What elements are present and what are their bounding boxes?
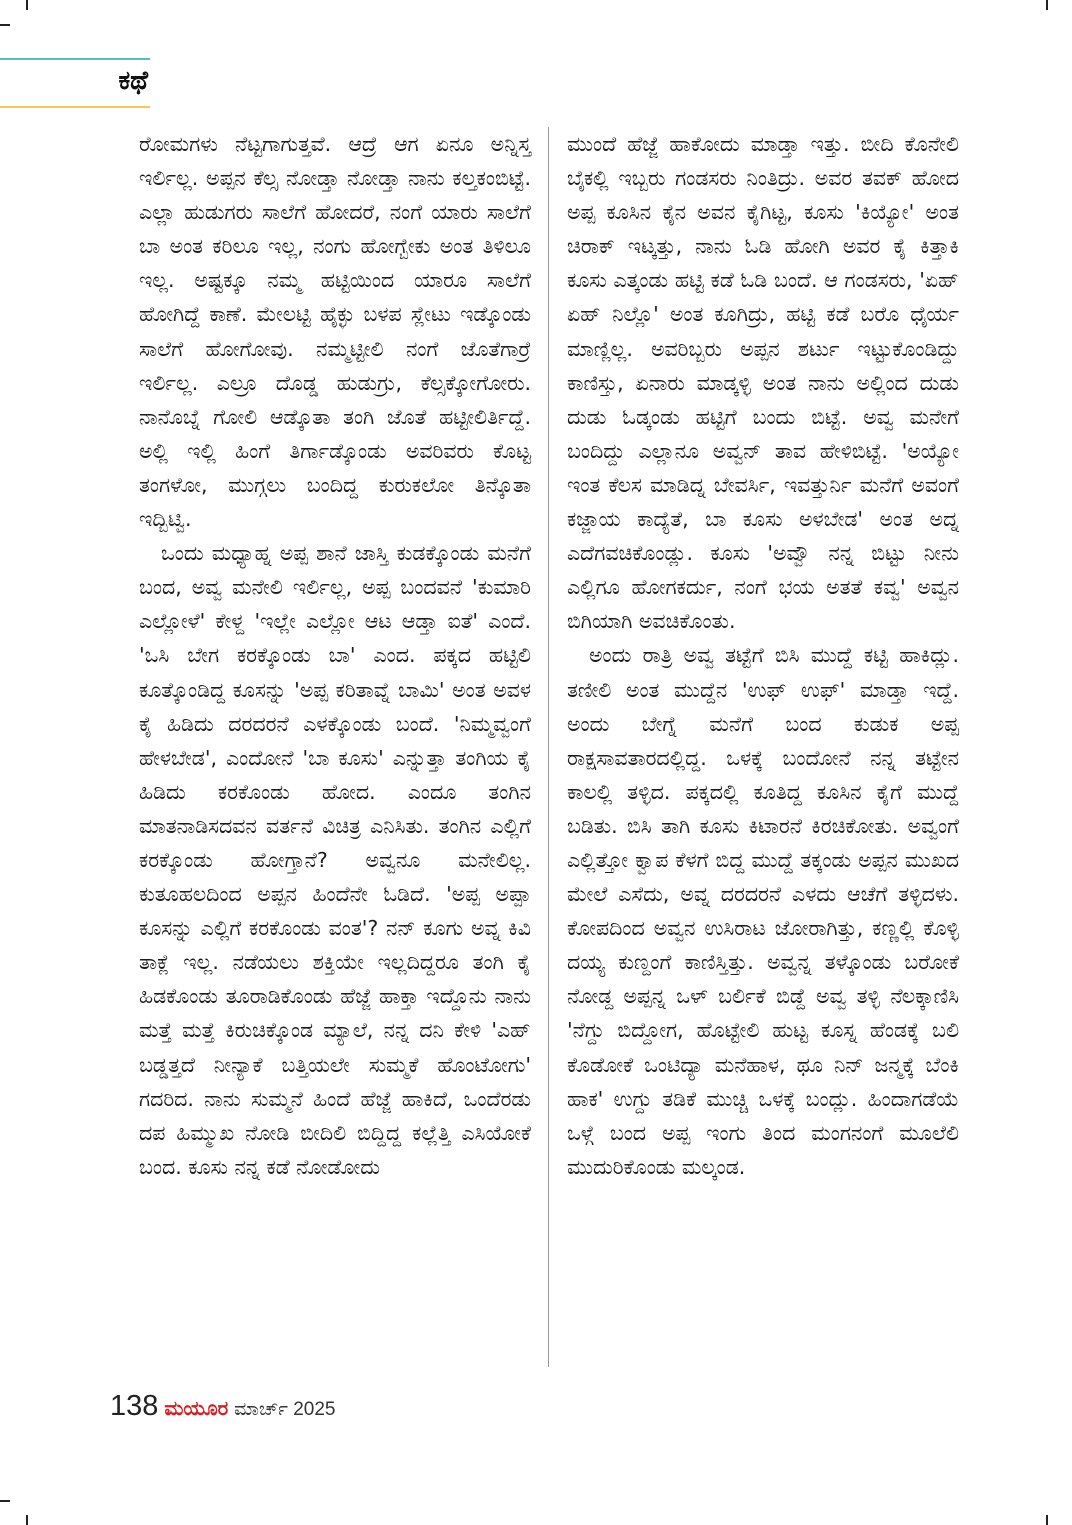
- crop-mark-top-left: [26, 0, 28, 10]
- crop-mark-top-left-h: [0, 24, 10, 26]
- crop-mark-bottom-right: [1046, 1515, 1048, 1525]
- crop-mark-bottom-left-h: [0, 1500, 10, 1502]
- paragraph: ಮುಂದೆ ಹೆಜ್ಜೆ ಹಾಕೋದು ಮಾಡ್ತಾ ಇತ್ತು. ಬೀದಿ ಕೊನೇಲಿ ಬೈಕಲ್ಲಿ ಇಬ್ಬರು ಗಂಡಸರು ನಿಂತಿದ್ರು. ಅವರ ತವಕ್ ಹೋದ ಅಪ್ಪ ಕೂಸಿನ ಕೈನ ಅವನ ಕೈಗಿಟ್ಟ, ಕೂಸು 'ಕಿಯ್ಯೋ' ಅಂತ ಚಿರಾಕ್ ಇಟ್ಕತ್ತು, ನಾನು ಓಡಿ ಹೋಗಿ ಅವರ ಕೈ ಕಿತ್ತಾಕಿ ಕೂಸು ಎತ್ಕಂಡು ಹಟ್ಟಿ ಕಡೆ ಓಡಿ ಬಂದೆ. ಆ ಗಂಡಸರು, 'ಏಹ್ ಏಹ್ ನಿಲ್ಲೊ' ಅಂತ ಕೂಗಿದ್ರು, ಹಟ್ಟಿ ಕಡೆ ಬರೊ ಧೈರ್ಯ ಮಾಣ್ಲಿಲ್ಲ. ಅವರಿಬ್ಬರು ಅಪ್ಪನ ಶರ್ಟು ಇಟ್ಟುಕೊಂಡಿದ್ದು ಕಾಣಿಸ್ತು, ಏನಾರು ಮಾಡ್ಕಳ್ಳಿ ಅಂತ ನಾನು ಅಲ್ಲಿಂದ ದುಡು ದುಡು ಓಡ್ಕಂಡು ಹಟ್ಟಿಗೆ ಬಂದು ಬಿಟ್ಟೆ. ಅವ್ವ ಮನೇಗೆ ಬಂದಿದ್ದು ಎಲ್ಲಾನೂ ಅವ್ವನ್ ತಾವ ಹೇಳಿಬಿಟ್ಟೆ. 'ಅಯ್ಯೋ ಇಂತ ಕೆಲಸ ಮಾಡಿದ್ನ ಬೇವರ್ಸಿ, ಇವತ್ತುರ್ನಿ ಮನೆಗೆ ಅವಂಗೆ ಕಜ್ಜಾಯ ಕಾದ್ಯೆತೆ, ಬಾ ಕೂಸು ಅಳಬೇಡ' ಅಂತ ಅದ್ನ ಎದೆಗವಚಿಕೊಂಡ್ಲು. ಕೂಸು 'ಅವ್ವೌ ನನ್ನ ಬಿಟ್ಟು ನೀನು ಎಲ್ಲಿಗೂ ಹೋಗಕರ್ದು, ನಂಗೆ ಭಯ ಅತತೆ ಕವ್ವ' ಅವ್ವನ ಬಿಗಿಯಾಗಿ ಅವಚಿಕೊಂತು.: [567, 132, 959, 634]
- paragraph: ಅಂದು ರಾತ್ರಿ ಅವ್ವ ತಟ್ಟೆಗೆ ಬಿಸಿ ಮುದ್ದೆ ಕಟ್ಟಿ ಹಾಕಿದ್ಲು. ತಣೀಲಿ ಅಂತ ಮುದ್ದೆನ 'ಉಫ್ ಉಫ್' ಮಾಡ್ತಾ ಇದ್ದೆ. ಅಂದು ಬೇಗ್ನೆ ಮನೆಗೆ ಬಂದ ಕುಡುಕ ಅಪ್ಪ ರಾಕ್ಷಸಾವತಾರದಲ್ಲಿದ್ದ. ಒಳಕ್ಕೆ ಬಂದೋನೆ ನನ್ನ ತಟ್ಟೇನ ಕಾಲಲ್ಲಿ ತಳ್ಳಿದ. ಪಕ್ಕದಲ್ಲಿ ಕೂತಿದ್ದ ಕೂಸಿನ ಕೈಗೆ ಮುದ್ದೆ ಬಡಿತು. ಬಿಸಿ ತಾಗಿ ಕೂಸು ಕಿಟಾರನೆ ಕಿರಚಿಕೋತು. ಅವ್ವಂಗೆ ಎಲ್ಲಿತ್ತೋ ಕ್ವಾಪ ಕೆಳಗೆ ಬಿದ್ದ ಮುದ್ದೆ ತಕ್ಕಂಡು ಅಪ್ಪನ ಮುಖದ ಮೇಲೆ ಎಸೆದು, ಅವ್ನ ದರದರನೆ ಎಳದು ಆಚೆಗೆ ತಳ್ಳಿದಳು. ಕೋಪದಿಂದ ಅವ್ವನ ಉಸಿರಾಟ ಜೋರಾಗಿತ್ತು, ಕಣ್ಣಲ್ಲಿ ಕೊಳ್ಳಿ ದಯ್ಯ ಕುಣ್ದಂಗೆ ಕಾಣಿಸ್ತಿತ್ತು. ಅವ್ವನ್ನ ತಳ್ಕೊಂಡು ಬರೋಕೆ ನೋಡ್ದ ಅಪ್ಪನ್ನ ಒಳ್ ಬರ್ಲಿಕೆ ಬಿಡ್ದೆ ಅವ್ವ ತಳ್ಳಿ ನೆಲಕ್ಕಾಣಿಸಿ 'ನೆಗ್ದು ಬಿದ್ದೋಗ, ಹೊಟ್ಟೇಲಿ ಹುಟ್ಟ ಕೂಸ್ನ ಹೆಂಡಕ್ಕೆ ಬಲಿ ಕೊಡೋಕೆ ಒಂಟಿದ್ಯಾ ಮನೆಹಾಳ, ಥೂ ನಿನ್ ಜನ್ಮಕ್ಕೆ ಬೆಂಕಿ ಹಾಕ' ಉಗ್ದು ತಡಿಕೆ ಮುಚ್ಚಿ ಒಳಕ್ಕೆ ಬಂದ್ಲು. ಹಿಂದಾಗಡೆಯೆ ಒಳ್ಗೆ ಬಂದ ಅಪ್ಪ ಇಂಗು ತಿಂದ ಮಂಗನಂಗೆ ಮೂಲೆಲಿ ಮುದುರಿಕೊಂಡು ಮಲ್ಕಂಡ.: [567, 643, 959, 1179]
- issue-date: ಮಾರ್ಚ್ 2025: [234, 1399, 336, 1420]
- page-number: 138: [110, 1390, 159, 1422]
- section-rule-bottom: [0, 106, 150, 108]
- section-tag: [0, 58, 150, 108]
- page-footer: [110, 1390, 335, 1426]
- column-divider: [548, 127, 549, 1367]
- crop-mark-top-right: [1046, 0, 1048, 10]
- paragraph: ರೋಮಗಳು ನೆಟ್ಟಗಾಗುತ್ತವೆ. ಆದ್ರೆ ಆಗ ಏನೂ ಅನ್ನಿಸ್ತ ಇರ್ಲಿಲ್ಲ. ಅಪ್ಪನ ಕೆಲ್ಸ ನೋಡ್ತಾ ನೋಡ್ತಾ ನಾನು ಕಲ್ತಕಂಬಿಟ್ಟೆ. ಎಲ್ಲಾ ಹುಡುಗರು ಸಾಲೆಗೆ ಹೋದರೆ, ನಂಗೆ ಯಾರು ಸಾಲೆಗೆ ಬಾ ಅಂತ ಕರಿಲೂ ಇಲ್ಲ, ನಂಗು ಹೋಗ್ಬೇಕು ಅಂತ ತಿಳಿಲೂ ಇಲ್ಲ. ಅಷ್ಟಕ್ಕೂ ನಮ್ಮ ಹಟ್ಟಿಯಿಂದ ಯಾರೂ ಸಾಲೆಗೆ ಹೋಗಿದ್ದೆ ಕಾಣೆ. ಮೇಲಟ್ಟಿ ಹೈಕ್ಳು ಬಳಪ ಸ್ಲೇಟು ಇಡ್ಕೊಂಡು ಸಾಲೆಗೆ ಹೋಗೋವು. ನಮ್ಮಟ್ಟೀಲಿ ನಂಗೆ ಜೊತೆಗಾರ್ರೆ ಇರ್ಲಿಲ್ಲ. ಎಲ್ರೂ ದೊಡ್ಡ ಹುಡುಗ್ರು, ಕೆಲ್ಸಕ್ಕೋಗೋರು. ನಾನೊಬ್ನೆ ಗೋಲಿ ಆಡ್ಕೊತಾ ತಂಗಿ ಜೊತೆ ಹಟ್ಟೀಲಿರ್ತಿದ್ದೆ. ಅಲ್ಲಿ ಇಲ್ಲಿ ಹಿಂಗೆ ತಿರ್ಗಾಡ್ಕೊಂಡು ಅವರಿವರು ಕೊಟ್ಟ ತಂಗಳೋ, ಮುಗ್ಗಲು ಬಂದಿದ್ದ ಕುರುಕಲೋ ತಿನ್ಕೊತಾ ಇದ್ಬಿಟ್ವಿ.: [139, 132, 531, 532]
- section-label: ಕಥೆ: [118, 66, 148, 96]
- article-column-left: [139, 127, 531, 1184]
- paragraph: ಒಂದು ಮಧ್ಯಾಹ್ನ ಅಪ್ಪ ಶಾನೆ ಜಾಸ್ತಿ ಕುಡಕ್ಕೊಂಡು ಮನೆಗೆ ಬಂದ, ಅವ್ವ ಮನೇಲಿ ಇರ್ಲಿಲ್ಲ, ಅಪ್ಪ ಬಂದವನೆ 'ಕುಮಾರಿ ಎಲ್ಲೋಳೆ' ಕೇಳ್ದ 'ಇಲ್ಲೇ ಎಲ್ಲೋ ಆಟ ಆಡ್ತಾ ಐತೆ' ಎಂದೆ. 'ಒಸಿ ಬೇಗ ಕರಕ್ಕೊಂಡು ಬಾ' ಎಂದ. ಪಕ್ಕದ ಹಟ್ಟಿಲಿ ಕೂತ್ಕೊಂಡಿದ್ದ ಕೂಸನ್ನು 'ಅಪ್ಪ ಕರಿತಾವ್ನೆ ಬಾಮಿ' ಅಂತ ಅವಳ ಕೈ ಹಿಡಿದು ದರದರನೆ ಎಳಕ್ಕೊಂಡು ಬಂದೆ. 'ನಿಮ್ಮವ್ವಂಗೆ ಹೇಳಬೇಡ', ಎಂದೋನೆ 'ಬಾ ಕೂಸು' ಎನ್ನುತ್ತಾ ತಂಗಿಯ ಕೈ ಹಿಡಿದು ಕರಕೊಂಡು ಹೋದ. ಎಂದೂ ತಂಗಿನ ಮಾತನಾಡಿಸದವನ ವರ್ತನೆ ವಿಚಿತ್ರ ಎನಿಸಿತು. ತಂಗಿನ ಎಲ್ಲಿಗೆ ಕರಕ್ಕೊಂಡು ಹೋಗ್ತಾನೆ? ಅವ್ವನೂ ಮನೇಲಿಲ್ಲ. ಕುತೂಹಲದಿಂದ ಅಪ್ಪನ ಹಿಂದೆನೇ ಓಡಿದೆ. 'ಅಪ್ಪ ಅಪ್ಪಾ ಕೂಸನ್ನು ಎಲ್ಲಿಗೆ ಕರಕೊಂಡು ವಂತ'? ನನ್ ಕೂಗು ಅವ್ನ ಕಿವಿ ತಾಕ್ಲೆ ಇಲ್ಲ. ನಡೆಯಲು ಶಕ್ತಿಯೇ ಇಲ್ಲದಿದ್ದರೂ ತಂಗಿ ಕೈ ಹಿಡಕೊಂಡು ತೂರಾಡಿಕೊಂಡು ಹೆಜ್ಜೆ ಹಾಕ್ತಾ ಇದ್ದೊನು ನಾನು ಮತ್ತೆ ಮತ್ತೆ ಕಿರುಚಿಕ್ಕೊಂಡ ಮ್ಯಾಲೆ, ನನ್ನ ದನಿ ಕೇಳಿ 'ಎಹ್ ಬಡ್ಡತ್ತದೆ ನೀನ್ಯಾಕೆ ಬತ್ತಿಯಲೇ ಸುಮ್ಮಕೆ ಹೊಂಟೋಗು' ಗದರಿದ. ನಾನು ಸುಮ್ಮನೆ ಹಿಂದೆ ಹೆಜ್ಜೆ ಹಾಕಿದೆ, ಒಂದೆರಡು ದಪ ಹಿಮ್ಮುಖ ನೋಡಿ ಬೀದಿಲಿ ಬಿದ್ದಿದ್ದ ಕಲ್ಲೆತ್ತಿ ಎಸಿಯೋಕೆ ಬಂದ. ಕೂಸು ನನ್ನ ಕಡೆ ನೋಡೋದು: [139, 541, 531, 1179]
- crop-mark-bottom-left: [26, 1515, 28, 1525]
- article-column-right: [567, 127, 959, 1184]
- section-rule-top: [0, 58, 150, 60]
- magazine-logo: ಮಯೂರ: [164, 1396, 229, 1420]
